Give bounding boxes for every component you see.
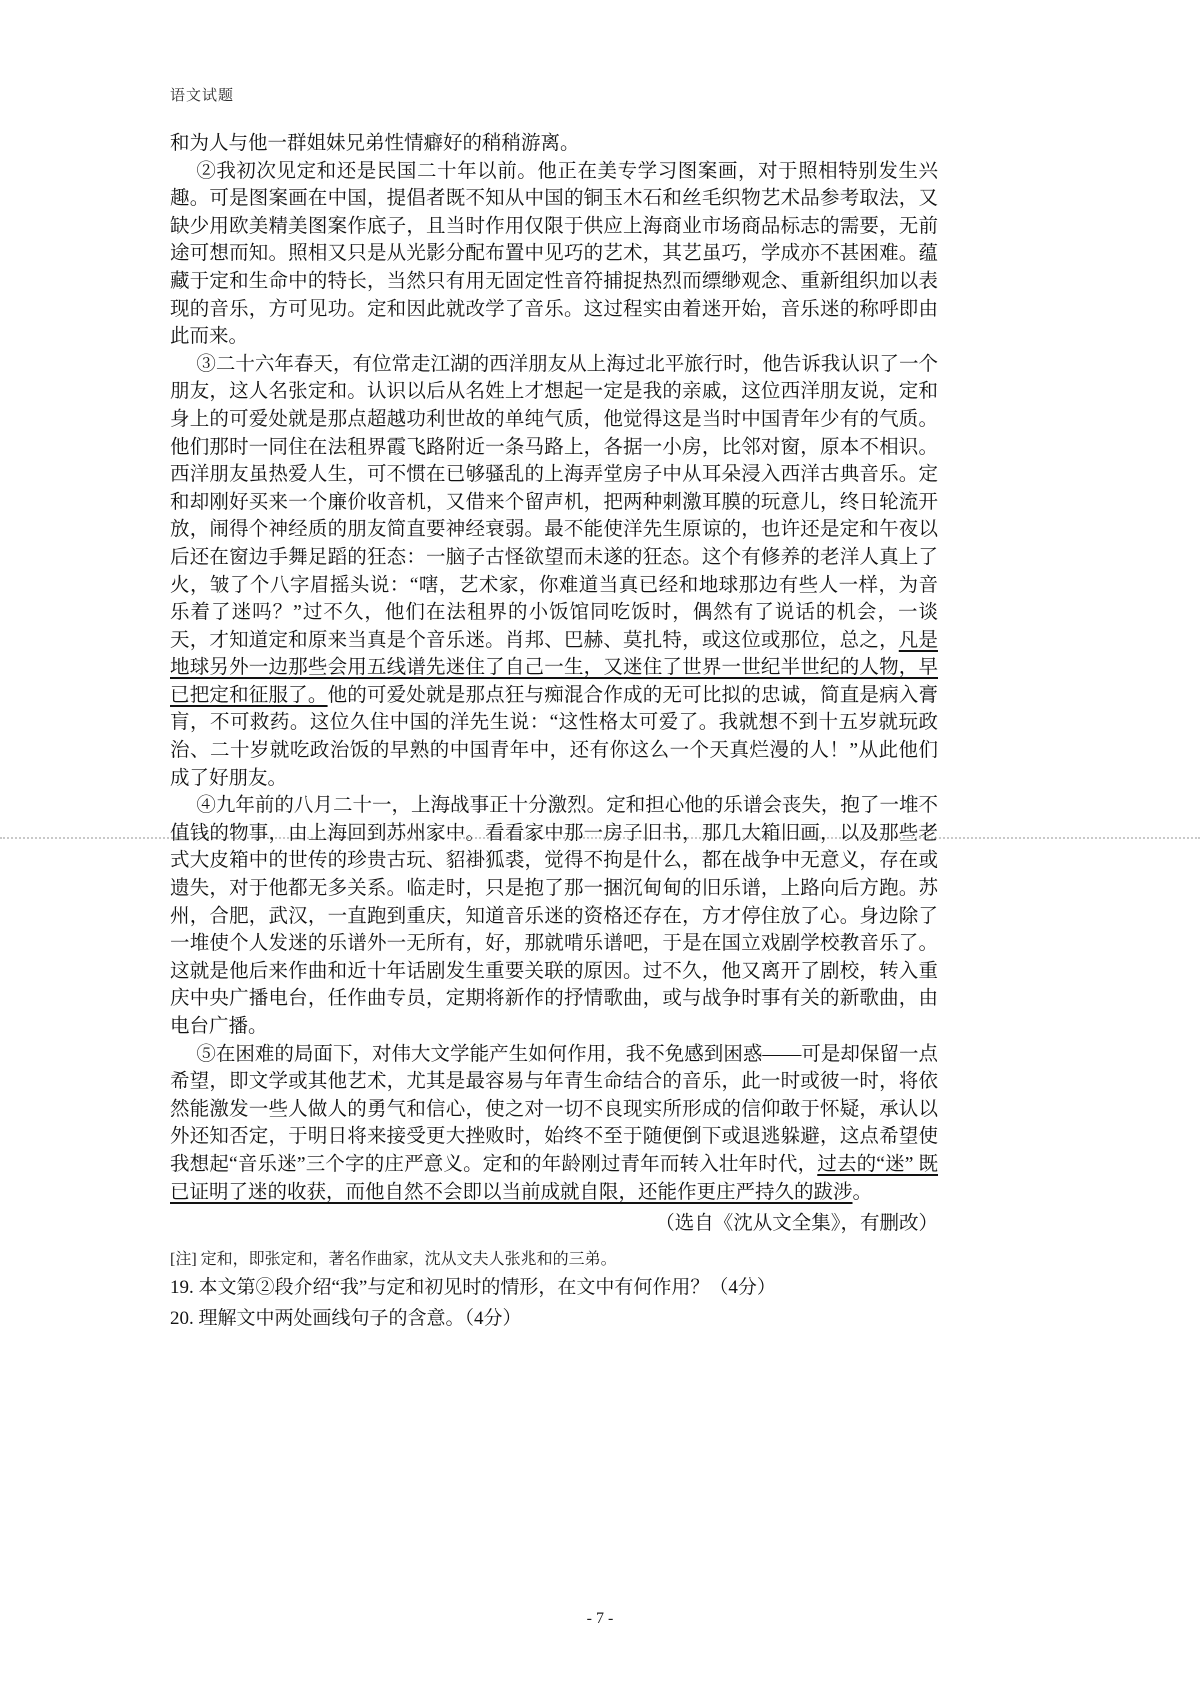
underlined-sentence: 凡是地球另外一边那些会用五线谱先迷住了自己一生，又迷住了世界一世纪半世纪的人物，早已把定和征服了。 — [170, 629, 938, 706]
note: [注] 定和，即张定和，著名作曲家，沈从文夫人张兆和的三弟。 — [170, 1250, 617, 1268]
article-body — [170, 130, 938, 1206]
text-run: ④九年前的八月二十一，上海战事正十分激烈。定和担心他的乐谱会丧失，抱了一堆不值钱的物事，由上海回到苏州家中。看看家中那一房子旧书，那几大箱旧画，以及那些老式大皮箱中的世传的珍贵古玩、貂褂狐裘，觉得不拘是什么，都在战争中无意义，存在或遗失，对于他都无多关系。临走时，只是抱了那一捆沉甸甸的旧乐谱，上路向后方跑。苏州，合肥，武汉，一直跑到重庆，知道音乐迷的资格还存在，方才停住放了心。身边除了一堆使个人发迷的乐谱外一无所有，好，那就啃乐谱吧，于是在国立戏剧学校教音乐了。这就是他后来作曲和近十年话剧发生重要关联的原因。过不久，他又离开了剧校，转入重庆中央广播电台，任作曲专员，定期将新作的抒情歌曲，或与战争时事有关的新歌曲，由电台广播。 — [170, 795, 938, 1037]
text-run: 。 — [852, 1181, 873, 1203]
paragraph — [170, 351, 938, 793]
page-header-label: 语文试题 — [170, 88, 235, 104]
text-run: 和为人与他一群姐妹兄弟性情癖好的稍稍游离。 — [170, 133, 580, 154]
question-20: 20. 理解文中两处画线句子的含意。（4分） — [170, 1307, 522, 1329]
paragraph — [170, 158, 938, 351]
paragraph — [170, 1041, 938, 1207]
text-run: ③二十六年春天，有位常走江湖的西洋朋友从上海过北平旅行时，他告诉我认识了一个朋友，这人名张定和。认识以后从名姓上才想起一定是我的亲戚，这位西洋朋友说，定和身上的可爱处就是那点超越功利世故的单纯气质，他觉得这是当时中国青年少有的气质。他们那时一同住在法租界霞飞路附近一条马路上，各据一小房，比邻对窗，原本不相识。西洋朋友虽热爱人生，可不惯在已够骚乱的上海弄堂房子中从耳朵浸入西洋古典音乐。定和却刚好买来一个廉价收音机，又借来个留声机，把两种刺激耳膜的玩意儿，终日轮流开放，闹得个神经质的朋友简直要神经衰弱。最不能使洋先生原谅的，也许还是定和午夜以后还在窗边手舞足蹈的狂态：一脑子古怪欲望而未遂的狂态。这个有修养的老洋人真上了火，皱了个八字眉摇头说：“嗐，艺术家，你难道当真已经和地球那边有些人一样，为音乐着了迷吗？”过不久，他们在法租界的小饭馆同吃饭时，偶然有了说话的机会，一谈天，才知道定和原来当真是个音乐迷。肖邦、巴赫、莫扎特，或这位或那位，总之， — [170, 353, 938, 651]
text-run: 他的可爱处就是那点狂与痴混合作成的无可比拟的忠诚，简直是病入膏肓，不可救药。这位久住中国的洋先生说：“这性格太可爱了。我就想不到十五岁就玩政治、二十岁就吃政治饭的早熟的中国青年中，还有你这么一个天真烂漫的人！”从此他们成了好朋友。 — [170, 684, 938, 789]
paragraph — [170, 130, 938, 158]
text-run: ⑤在困难的局面下，对伟大文学能产生如何作用，我不免感到困惑——可是却保留一点希望，即文学或其他艺术，尤其是最容易与年青生命结合的音乐，此一时或彼一时，将依然能激发一些人做人的勇气和信心，使之对一切不良现实所形成的信仰敢于怀疑，承认以外还知否定，于明日将来接受更大挫败时，始终不至于随便倒下或退逃躲避，这点希望使我想起“音乐迷”三个字的庄严意义。定和的年龄刚过青年而转入壮年时代， — [170, 1043, 938, 1175]
underlined-sentence: 过去的“迷” 既已证明了迷的收获，而他自然不会即以当前成就自限，还能作更庄严持久的跋涉 — [170, 1153, 939, 1203]
paragraph — [170, 792, 938, 1040]
question-19: 19. 本文第②段介绍“我”与定和初见时的情形，在文中有何作用？（4分） — [170, 1276, 776, 1298]
page-number: - 7 - — [586, 1610, 614, 1627]
text-run: ②我初次见定和还是民国二十年以前。他正在美专学习图案画，对于照相特别发生兴趣。可是图案画在中国，提倡者既不知从中国的铜玉木石和丝毛织物艺术品参考取法，又缺少用欧美精美图案作底子，且当时作用仅限于供应上海商业市场商品标志的需要，无前途可想而知。照相又只是从光影分配布置中见巧的艺术，其艺虽巧，学成亦不甚困难。蕴藏于定和生命中的特长，当然只有用无固定性音符捕捉热烈而缥缈观念、重新组织加以表现的音乐，方可见功。定和因此就改学了音乐。这过程实由着迷开始，音乐迷的称呼即由此而来。 — [170, 160, 938, 348]
citation: （选自《沈从文全集》，有删改） — [655, 1213, 938, 1235]
article — [170, 130, 938, 1334]
